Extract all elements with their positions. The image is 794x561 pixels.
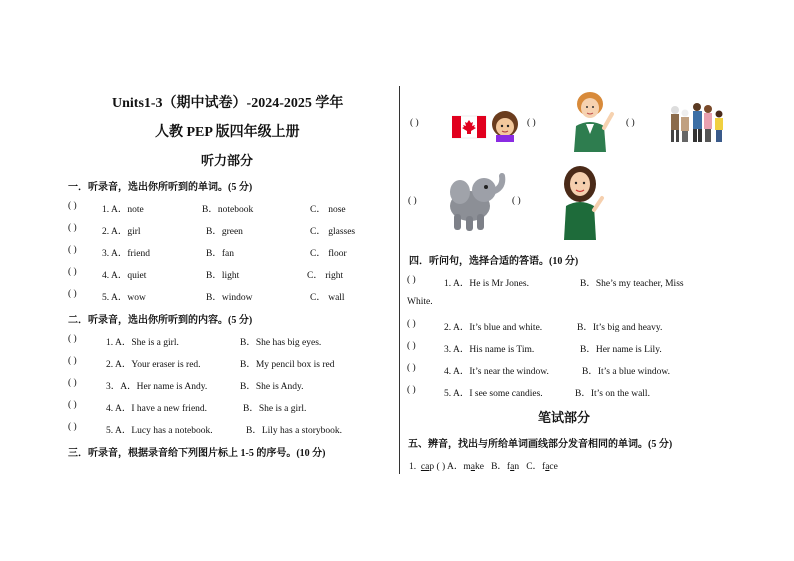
option-c: C． wall xyxy=(310,293,345,303)
answer-blank[interactable]: ( ) xyxy=(407,319,416,329)
family-member-icon xyxy=(704,105,712,142)
picture-1-blank[interactable]: ( ) xyxy=(410,118,419,128)
elephant-picture xyxy=(446,170,506,234)
option-c: C． glasses xyxy=(310,227,356,237)
option-b: B．She is a girl. xyxy=(243,404,307,414)
section-1-heading: 一．听录音，选出你所听到的单词。(5 分) xyxy=(68,182,253,193)
option-a: 3. A．friend xyxy=(102,249,151,259)
option-b: B．Her name is Lily. xyxy=(580,345,662,355)
section-4-heading: 四．听问句，选择合适的答语。(10 分) xyxy=(409,256,579,267)
picture-5-blank[interactable]: ( ) xyxy=(512,196,521,206)
question-number: 1. xyxy=(409,462,417,472)
option-b: B．My pencil box is red xyxy=(240,360,335,370)
option-a: 5. A．Lucy has a notebook. xyxy=(106,426,213,436)
answer-blank[interactable]: ( ) xyxy=(68,378,77,388)
option-a: 4. A．quiet xyxy=(102,271,147,281)
option-b: B．notebook xyxy=(202,205,254,215)
exam-title: Units1-3（期中试卷）-2024-2025 学年 xyxy=(112,96,344,111)
option-c: C． nose xyxy=(310,205,346,215)
option-b: B．It’s a blue window. xyxy=(582,367,671,377)
option-a: 2. A．It’s blue and white. xyxy=(444,323,543,333)
family-member-icon xyxy=(693,103,702,142)
option-a: 2. A．girl xyxy=(102,227,141,237)
family-member-icon xyxy=(715,111,723,143)
option-a-suffix: ke xyxy=(474,462,484,472)
section-5-heading: 五、辨音，找出与所给单词画线部分发音相同的单词。(5 分) xyxy=(408,439,673,450)
answer-blank[interactable]: ( ) xyxy=(68,356,77,366)
answer-blank[interactable]: ( ) xyxy=(407,363,416,373)
answer-blank[interactable]: ( ) xyxy=(407,385,416,395)
wrapped-text: White. xyxy=(407,297,433,307)
option-a: 3. A．His name is Tim. xyxy=(444,345,535,355)
answer-blank[interactable]: ( ) xyxy=(68,422,77,432)
option-c-underlined: a xyxy=(545,462,550,472)
teacher-woman-picture xyxy=(566,90,616,152)
picture-3-blank[interactable]: ( ) xyxy=(626,118,635,128)
option-b: B．It’s on the wall. xyxy=(575,389,650,399)
option-a-prefix: A．m xyxy=(447,462,471,472)
option-c-suffix: ce xyxy=(549,462,558,472)
family-member-icon xyxy=(671,106,679,142)
option-a: 1. A．He is Mr Jones. xyxy=(444,279,529,289)
option-b: B．She’s my teacher, Miss xyxy=(580,279,684,289)
answer-blank[interactable]: ( ) xyxy=(68,289,77,299)
answer-blank[interactable]: ( ) xyxy=(68,223,77,233)
option-b: B．She has big eyes. xyxy=(240,338,322,348)
answer-blank[interactable]: ( ) xyxy=(68,267,77,277)
option-c: C． floor xyxy=(310,249,347,259)
option-c: C． right xyxy=(307,271,344,281)
picture-2-blank[interactable]: ( ) xyxy=(527,118,536,128)
option-a: 3．A．Her name is Andy. xyxy=(106,382,208,392)
option-a: 4. A．I have a new friend. xyxy=(106,404,208,414)
option-c-prefix: C．f xyxy=(526,462,546,472)
target-word-underlined: ca xyxy=(420,462,430,472)
canada-flag-and-boy-picture xyxy=(452,106,522,142)
option-b-suffix: n xyxy=(514,462,520,472)
option-b: B．window xyxy=(206,293,253,303)
boy-face-icon xyxy=(492,111,518,142)
option-b: B．Lily has a storybook. xyxy=(246,426,343,436)
section-2-heading: 二．听录音，选出你所听到的内容。(5 分) xyxy=(68,315,253,326)
option-a-underlined: a xyxy=(470,462,475,472)
column-divider xyxy=(399,86,400,474)
target-word-rest: p xyxy=(429,462,435,472)
option-b: B．green xyxy=(206,227,243,237)
listening-part-title: 听力部分 xyxy=(201,153,254,168)
woman-green-dress-picture xyxy=(558,164,606,240)
option-a: 1. A．She is a girl. xyxy=(106,338,179,348)
option-a: 1. A．note xyxy=(102,205,144,215)
option-b: B．She is Andy. xyxy=(240,382,304,392)
answer-blank[interactable]: ( ) xyxy=(68,400,77,410)
option-a: 5. A．wow xyxy=(102,293,146,303)
option-b: B．fan xyxy=(206,249,234,259)
answer-blank[interactable]: ( ) xyxy=(68,201,77,211)
option-b-underlined: a xyxy=(510,462,515,472)
answer-blank[interactable]: ( ) xyxy=(436,462,446,472)
option-a: 5. A．I see some candies. xyxy=(444,389,543,399)
answer-blank[interactable]: ( ) xyxy=(68,334,77,344)
canada-flag-icon xyxy=(452,116,486,138)
answer-blank[interactable]: ( ) xyxy=(407,275,416,285)
exam-subtitle: 人教 PEP 版四年级上册 xyxy=(155,125,300,140)
picture-4-blank[interactable]: ( ) xyxy=(408,196,417,206)
option-b-prefix: B．f xyxy=(491,462,511,472)
option-b: B．light xyxy=(206,271,240,281)
option-a: 4. A．It’s near the window. xyxy=(444,367,549,377)
section-5-question-1 xyxy=(409,458,558,472)
section-3-heading: 三．听录音，根据录音给下列图片标上 1-5 的序号。(10 分) xyxy=(68,448,326,459)
answer-blank[interactable]: ( ) xyxy=(68,245,77,255)
option-b: B．It’s big and heavy. xyxy=(577,323,663,333)
family-picture xyxy=(668,102,726,144)
writing-part-title: 笔试部分 xyxy=(538,410,591,425)
option-a: 2. A．Your eraser is red. xyxy=(106,360,201,370)
family-member-icon xyxy=(681,110,689,143)
answer-blank[interactable]: ( ) xyxy=(407,341,416,351)
